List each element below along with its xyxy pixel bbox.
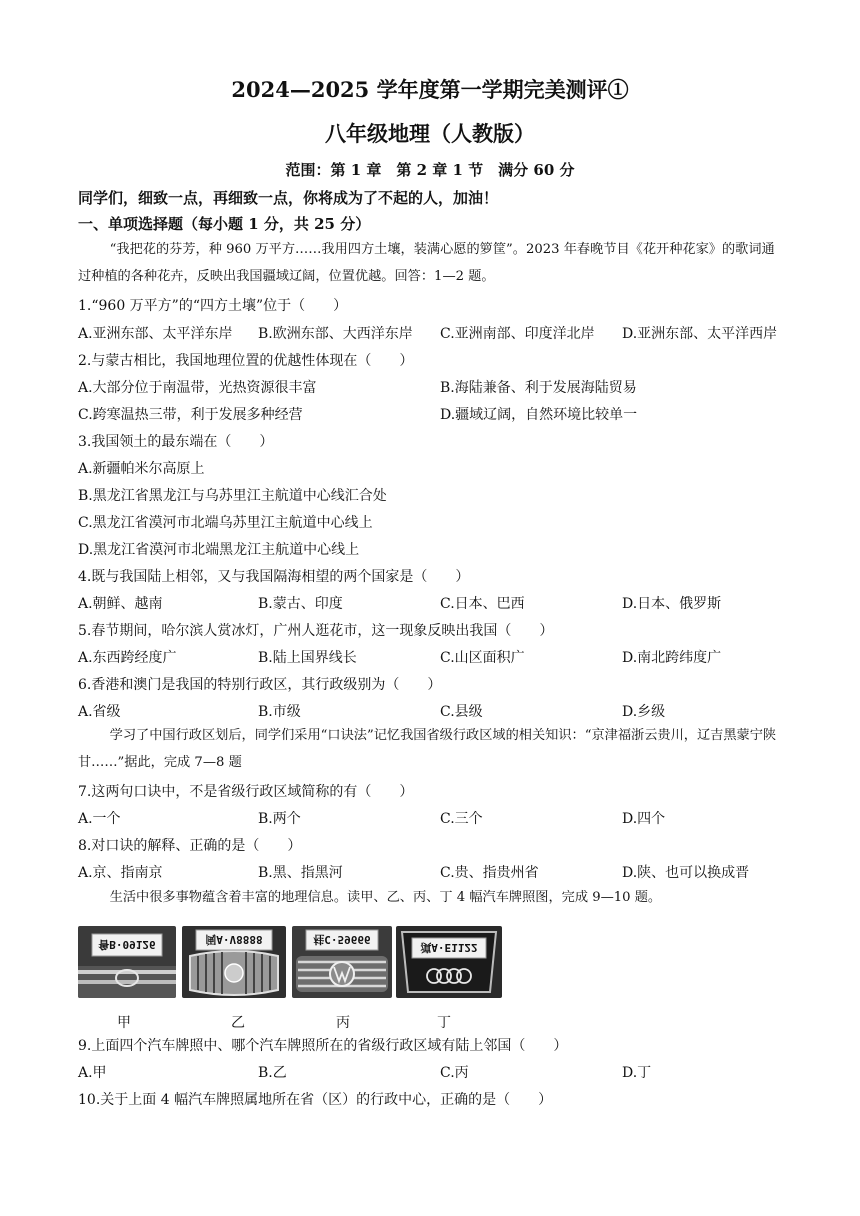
option-d: D.陕、也可以换成晋 <box>622 865 750 881</box>
option-a: A.一个 <box>78 811 121 827</box>
plate-photo-ding <box>396 926 502 998</box>
caption-bing: 丙 <box>336 1015 350 1031</box>
caption-ding: 丁 <box>437 1015 451 1031</box>
question-9-stem: 9.上面四个汽车牌照中、哪个汽车牌照所在的省级行政区域有陆上邻国（ ） <box>78 1038 568 1054</box>
plate-text-jia: 鲁B·09126 <box>98 938 156 951</box>
option-b: B.市级 <box>258 704 301 720</box>
option-c: C.丙 <box>440 1065 469 1081</box>
question-3-option-d: D.黑龙江省漠河市北端黑龙江主航道中心线上 <box>78 542 360 558</box>
section-heading: 一、单项选择题（每小题 1 分，共 25 分） <box>78 215 371 233</box>
option-b: B.陆上国界线长 <box>258 650 357 666</box>
plate-text-yi: 闽A·V8888 <box>205 933 263 946</box>
question-3-option-a: A.新疆帕米尔高原上 <box>78 461 205 477</box>
plate-photo-bing <box>292 926 392 998</box>
option-c: C.县级 <box>440 704 483 720</box>
plate-text-ding: 滇A·E1122 <box>420 941 478 954</box>
encouragement: 同学们，细致一点，再细致一点，你将成为了不起的人，加油！ <box>78 189 499 207</box>
exam-scope: 范围：第 1 章 第 2 章 1 节 满分 60 分 <box>285 161 575 179</box>
plate-photo-yi <box>182 926 286 998</box>
passage-3: 生活中很多事物蕴含着丰富的地理信息。读甲、乙、丙、丁 4 幅汽车牌照图，完成 9—10 题。 <box>109 890 662 905</box>
question-6-options <box>78 701 798 721</box>
option-a: A.省级 <box>78 704 121 720</box>
license-plate-photos <box>78 926 508 998</box>
question-9-options <box>78 1062 798 1082</box>
question-5-stem: 5.春节期间，哈尔滨人赏冰灯，广州人逛花市，这一现象反映出我国（ ） <box>78 623 554 639</box>
question-2-options-row2 <box>78 404 798 424</box>
question-8-stem: 8.对口诀的解释、正确的是（ ） <box>78 838 302 854</box>
passage-2: 学习了中国行政区划后，同学们采用“口诀法”记忆我国省级行政区域的相关知识：“京津福浙云贵川，辽吉黑蒙宁陕甘……”据此，完成 7—8 题 <box>78 728 777 770</box>
option-a: A.亚洲东部、太平洋东岸 <box>78 326 233 342</box>
question-4-stem: 4.既与我国陆上相邻，又与我国隔海相望的两个国家是（ ） <box>78 569 470 585</box>
question-7-options <box>78 808 798 828</box>
option-b: B.欧洲东部、大西洋东岸 <box>258 326 413 342</box>
option-b: B.两个 <box>258 811 301 827</box>
option-c: C.三个 <box>440 811 483 827</box>
question-3-option-b: B.黑龙江省黑龙江与乌苏里江主航道中心线汇合处 <box>78 488 387 504</box>
option-c: C.跨寒温热三带，利于发展多种经营 <box>78 407 303 423</box>
question-10-stem: 10.关于上面 4 幅汽车牌照属地所在省（区）的行政中心，正确的是（ ） <box>78 1092 553 1108</box>
option-a: A.甲 <box>78 1065 107 1081</box>
plate-text-bing: 桂C·59666 <box>313 933 371 946</box>
option-b: B.乙 <box>258 1065 287 1081</box>
option-d: D.亚洲东部、太平洋西岸 <box>622 326 778 342</box>
option-c: C.日本、巴西 <box>440 596 525 612</box>
option-d: D.乡级 <box>622 704 666 720</box>
question-6-stem: 6.香港和澳门是我国的特别行政区，其行政级别为（ ） <box>78 677 442 693</box>
option-a: A.朝鲜、越南 <box>78 596 163 612</box>
question-3-option-c: C.黑龙江省漠河市北端乌苏里江主航道中心线上 <box>78 515 373 531</box>
question-2-options-row1 <box>78 377 798 397</box>
caption-jia: 甲 <box>117 1015 131 1031</box>
option-b: B.黑、指黑河 <box>258 865 343 881</box>
question-2-stem: 2.与蒙古相比，我国地理位置的优越性体现在（ ） <box>78 353 414 369</box>
question-1-stem: 1.“960 万平方”的“四方土壤”位于（ ） <box>78 298 348 314</box>
question-1-options <box>78 323 798 343</box>
option-d: D.南北跨纬度广 <box>622 650 722 666</box>
option-a: A.东西跨经度广 <box>78 650 177 666</box>
question-3-stem: 3.我国领土的最东端在（ ） <box>78 434 274 450</box>
option-c: C.亚洲南部、印度洋北岸 <box>440 326 595 342</box>
passage-1: “我把花的芬芳，种 960 万平方……我用四方土壤，装满心愿的箩筐”。2023 年春晚节目《花开种花家》的歌词通过种植的各种花卉，反映出我国疆域辽阔，位置优越。回答：1—2 题。 <box>78 242 775 284</box>
exam-title: 2024—2025 学年度第一学期完美测评① <box>231 77 629 102</box>
option-d: D.日本、俄罗斯 <box>622 596 722 612</box>
option-b: B.蒙古、印度 <box>258 596 343 612</box>
option-d: D.四个 <box>622 811 666 827</box>
question-4-options <box>78 593 798 613</box>
car-grille-ding-image <box>396 926 502 998</box>
option-d: D.疆域辽阔，自然环境比较单一 <box>440 407 638 423</box>
option-b: B.海陆兼备、利于发展海陆贸易 <box>440 380 637 396</box>
option-a: A.大部分位于南温带，光热资源很丰富 <box>78 380 317 396</box>
option-c: C.贵、指贵州省 <box>440 865 539 881</box>
exam-subtitle: 八年级地理（人教版） <box>325 121 535 146</box>
option-c: C.山区面积广 <box>440 650 525 666</box>
plate-photo-jia <box>78 926 176 998</box>
option-a: A.京、指南京 <box>78 865 163 881</box>
question-8-options <box>78 862 798 882</box>
option-d: D.丁 <box>622 1065 652 1081</box>
caption-yi: 乙 <box>231 1015 245 1031</box>
question-5-options <box>78 647 798 667</box>
question-7-stem: 7.这两句口诀中，不是省级行政区域简称的有（ ） <box>78 784 414 800</box>
